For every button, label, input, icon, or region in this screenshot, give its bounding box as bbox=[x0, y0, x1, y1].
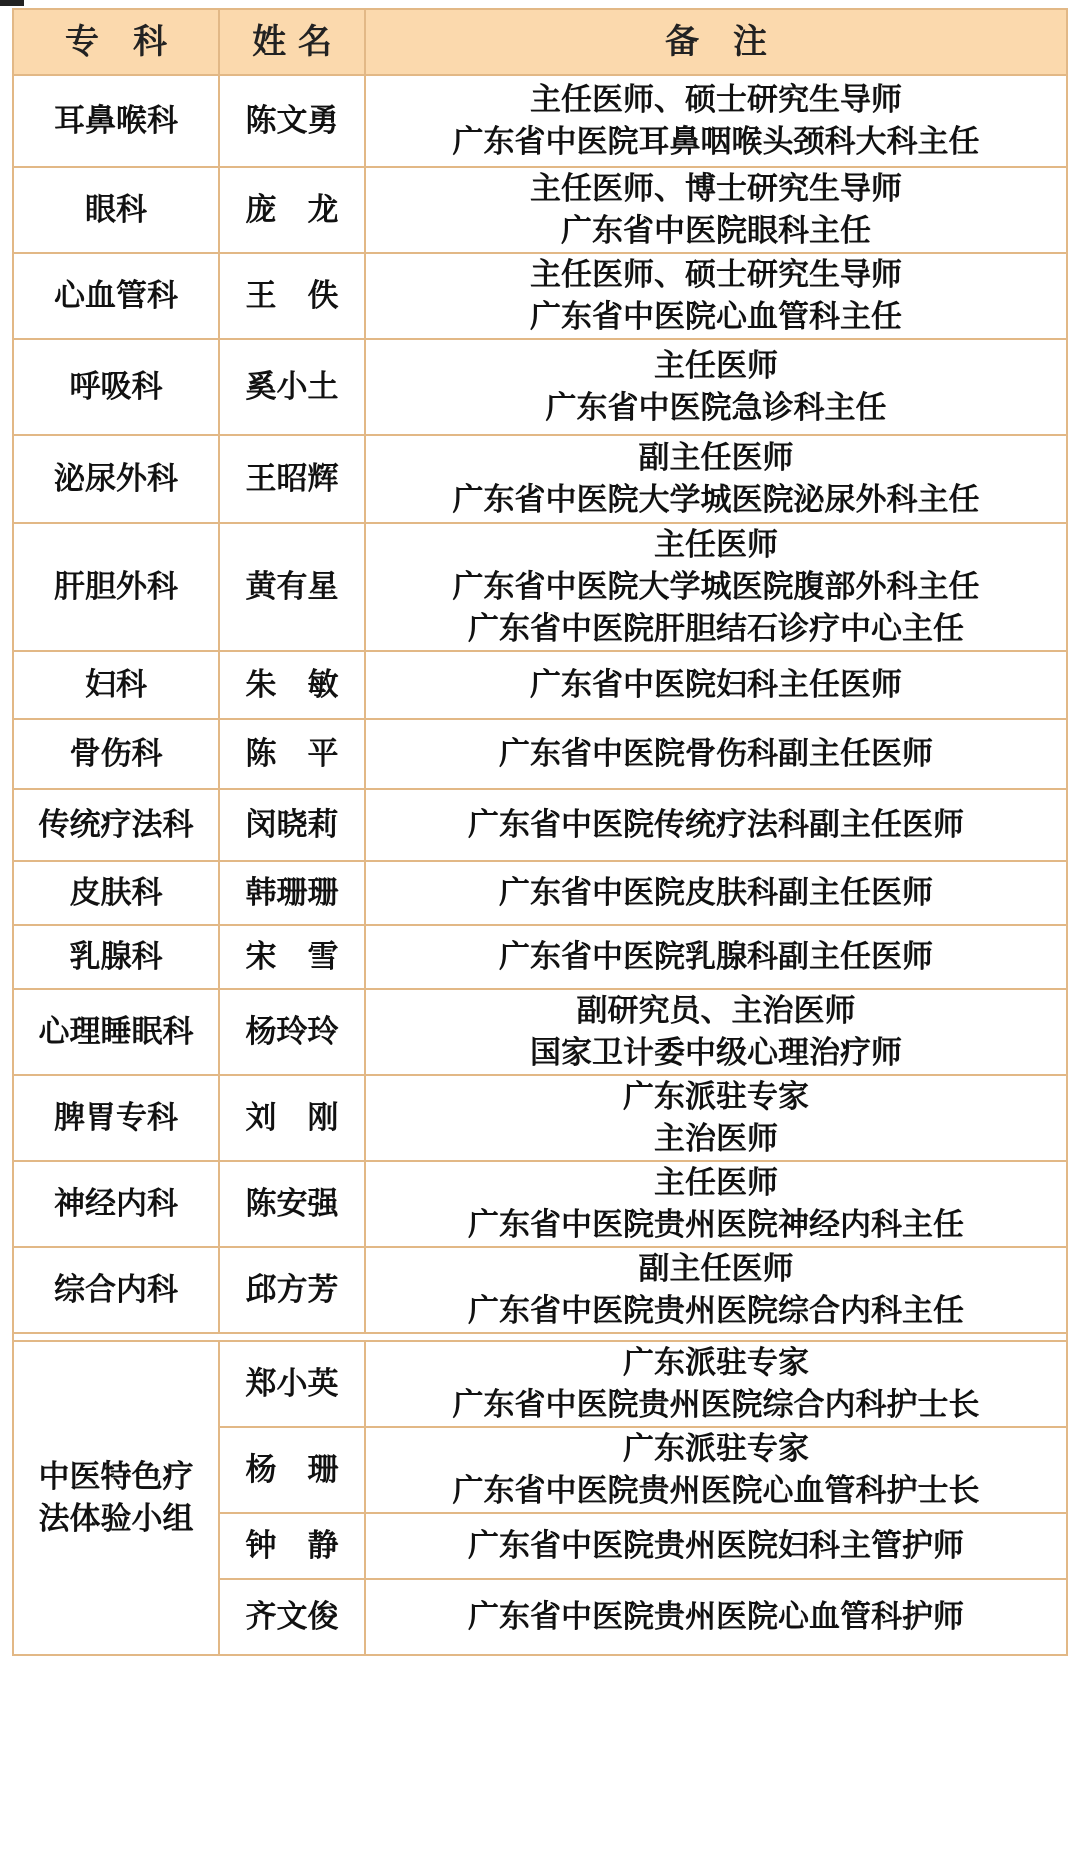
table-row bbox=[13, 1161, 1067, 1247]
remarks-cell bbox=[365, 75, 1067, 167]
remarks-cell bbox=[365, 719, 1067, 789]
name-cell: 王昭辉 bbox=[219, 435, 365, 523]
group-specialty-line: 中医特色疗 bbox=[38, 1459, 194, 1495]
specialty-cell: 肝胆外科 bbox=[13, 523, 219, 651]
name-cell: 朱 敏 bbox=[219, 651, 365, 719]
specialty-cell: 骨伤科 bbox=[13, 719, 219, 789]
table-row bbox=[13, 989, 1067, 1075]
remarks-cell bbox=[365, 1579, 1067, 1655]
specialty-cell: 耳鼻喉科 bbox=[13, 75, 219, 167]
remarks-line: 广东省中医院贵州医院神经内科主任 bbox=[468, 1207, 964, 1243]
specialty-cell: 神经内科 bbox=[13, 1161, 219, 1247]
remarks-line: 广东派驻专家 bbox=[623, 1431, 809, 1467]
remarks-line: 广东省中医院骨伤科副主任医师 bbox=[499, 736, 933, 772]
specialty-cell: 皮肤科 bbox=[13, 861, 219, 925]
remarks-line: 副研究员、主治医师 bbox=[576, 993, 856, 1029]
group-specialty-cell bbox=[13, 1341, 219, 1655]
table-row bbox=[13, 1341, 1067, 1427]
table-row bbox=[13, 75, 1067, 167]
remarks-cell bbox=[365, 989, 1067, 1075]
name-cell: 杨玲玲 bbox=[219, 989, 365, 1075]
name-cell: 钟 静 bbox=[219, 1513, 365, 1579]
remarks-line: 广东省中医院肝胆结石诊疗中心主任 bbox=[468, 611, 964, 647]
remarks-cell bbox=[365, 1341, 1067, 1427]
specialty-cell: 综合内科 bbox=[13, 1247, 219, 1333]
remarks-cell bbox=[365, 1247, 1067, 1333]
remarks-line: 主任医师、硕士研究生导师 bbox=[530, 257, 902, 293]
name-cell: 闵晓莉 bbox=[219, 789, 365, 861]
remarks-line: 广东省中医院贵州医院妇科主管护师 bbox=[468, 1528, 964, 1564]
specialty-cell: 脾胃专科 bbox=[13, 1075, 219, 1161]
specialty-cell: 心血管科 bbox=[13, 253, 219, 339]
group-specialty-line: 法体验小组 bbox=[38, 1501, 194, 1537]
table-row bbox=[13, 435, 1067, 523]
remarks-line: 广东省中医院贵州医院综合内科主任 bbox=[468, 1293, 964, 1329]
name-cell: 郑小英 bbox=[219, 1341, 365, 1427]
remarks-line: 广东省中医院急诊科主任 bbox=[545, 390, 887, 426]
roster-body bbox=[13, 75, 1067, 1655]
name-cell: 奚小土 bbox=[219, 339, 365, 435]
remarks-cell bbox=[365, 167, 1067, 253]
remarks-line: 主任医师、博士研究生导师 bbox=[530, 171, 902, 207]
header-remarks: 备 注 bbox=[365, 9, 1067, 75]
table-row bbox=[13, 925, 1067, 989]
table-row bbox=[13, 719, 1067, 789]
remarks-cell bbox=[365, 861, 1067, 925]
remarks-cell bbox=[365, 1427, 1067, 1513]
remarks-cell bbox=[365, 925, 1067, 989]
remarks-cell bbox=[365, 1161, 1067, 1247]
remarks-line: 广东省中医院妇科主任医师 bbox=[530, 667, 902, 703]
header-specialty: 专 科 bbox=[13, 9, 219, 75]
name-cell: 陈 平 bbox=[219, 719, 365, 789]
name-cell: 杨 珊 bbox=[219, 1427, 365, 1513]
table-row bbox=[13, 789, 1067, 861]
remarks-line: 主任医师 bbox=[654, 1165, 778, 1201]
name-cell: 陈安强 bbox=[219, 1161, 365, 1247]
remarks-line: 广东派驻专家 bbox=[623, 1079, 809, 1115]
remarks-line: 副主任医师 bbox=[638, 1251, 794, 1287]
table-row bbox=[13, 167, 1067, 253]
name-cell: 韩珊珊 bbox=[219, 861, 365, 925]
remarks-line: 主治医师 bbox=[654, 1121, 778, 1157]
remarks-line: 副主任医师 bbox=[638, 440, 794, 476]
specialty-cell: 乳腺科 bbox=[13, 925, 219, 989]
remarks-line: 广东省中医院贵州医院心血管科护师 bbox=[468, 1599, 964, 1635]
remarks-line: 广东省中医院传统疗法科副主任医师 bbox=[468, 807, 964, 843]
remarks-line: 主任医师 bbox=[654, 527, 778, 563]
remarks-line: 广东省中医院大学城医院腹部外科主任 bbox=[452, 569, 980, 605]
table-row bbox=[13, 1247, 1067, 1333]
header-name: 姓 名 bbox=[219, 9, 365, 75]
remarks-cell bbox=[365, 435, 1067, 523]
specialty-cell: 泌尿外科 bbox=[13, 435, 219, 523]
specialty-cell: 眼科 bbox=[13, 167, 219, 253]
specialty-cell: 心理睡眠科 bbox=[13, 989, 219, 1075]
specialty-cell: 妇科 bbox=[13, 651, 219, 719]
remarks-line: 主任医师 bbox=[654, 348, 778, 384]
name-cell: 宋 雪 bbox=[219, 925, 365, 989]
remarks-line: 国家卫计委中级心理治疗师 bbox=[530, 1035, 902, 1071]
name-cell: 黄有星 bbox=[219, 523, 365, 651]
remarks-line: 广东省中医院耳鼻咽喉头颈科大科主任 bbox=[452, 124, 980, 160]
remarks-line: 广东省中医院乳腺科副主任医师 bbox=[499, 939, 933, 975]
table-row bbox=[13, 651, 1067, 719]
specialty-cell: 呼吸科 bbox=[13, 339, 219, 435]
staff-roster-table bbox=[12, 8, 1068, 1656]
table-row bbox=[13, 339, 1067, 435]
remarks-cell bbox=[365, 1075, 1067, 1161]
table-row bbox=[13, 523, 1067, 651]
top-edge-mark bbox=[0, 0, 24, 6]
section-gap-cell bbox=[13, 1333, 1067, 1341]
table-header-row bbox=[13, 9, 1067, 75]
remarks-line: 广东省中医院贵州医院心血管科护士长 bbox=[452, 1473, 980, 1509]
remarks-cell bbox=[365, 339, 1067, 435]
name-cell: 邱方芳 bbox=[219, 1247, 365, 1333]
remarks-line: 广东派驻专家 bbox=[623, 1345, 809, 1381]
name-cell: 齐文俊 bbox=[219, 1579, 365, 1655]
table-row bbox=[13, 861, 1067, 925]
remarks-cell bbox=[365, 253, 1067, 339]
remarks-cell bbox=[365, 523, 1067, 651]
remarks-line: 主任医师、硕士研究生导师 bbox=[530, 82, 902, 118]
remarks-line: 广东省中医院皮肤科副主任医师 bbox=[499, 875, 933, 911]
remarks-line: 广东省中医院贵州医院综合内科护士长 bbox=[452, 1387, 980, 1423]
name-cell: 陈文勇 bbox=[219, 75, 365, 167]
remarks-cell bbox=[365, 1513, 1067, 1579]
remarks-cell bbox=[365, 789, 1067, 861]
name-cell: 刘 刚 bbox=[219, 1075, 365, 1161]
table-row bbox=[13, 1075, 1067, 1161]
name-cell: 王 佚 bbox=[219, 253, 365, 339]
specialty-cell: 传统疗法科 bbox=[13, 789, 219, 861]
table-row bbox=[13, 253, 1067, 339]
remarks-line: 广东省中医院大学城医院泌尿外科主任 bbox=[452, 482, 980, 518]
section-gap bbox=[13, 1333, 1067, 1341]
remarks-line: 广东省中医院心血管科主任 bbox=[530, 299, 902, 335]
name-cell: 庞 龙 bbox=[219, 167, 365, 253]
remarks-line: 广东省中医院眼科主任 bbox=[561, 213, 871, 249]
remarks-cell bbox=[365, 651, 1067, 719]
